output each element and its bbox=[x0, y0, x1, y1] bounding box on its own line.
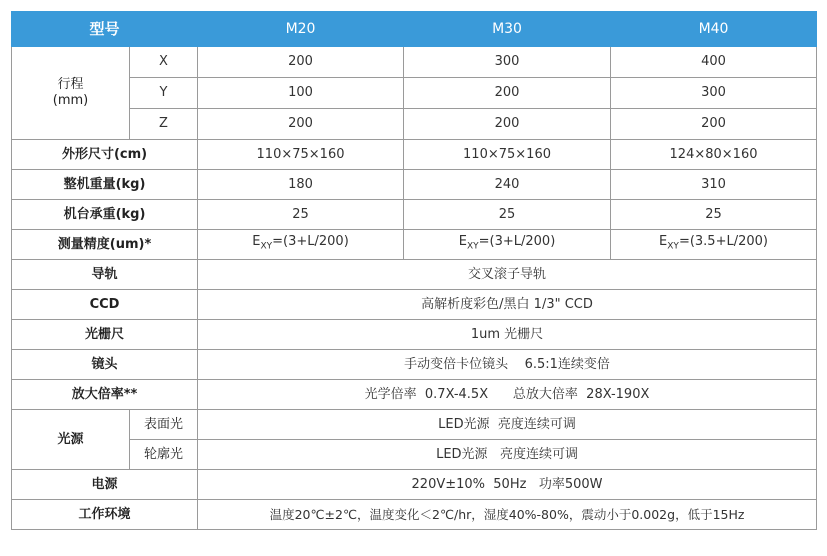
load-m30: 25 bbox=[404, 200, 611, 230]
travel-y-m30: 200 bbox=[404, 78, 611, 109]
weight-m30: 240 bbox=[404, 170, 611, 200]
travel-z-m40: 200 bbox=[611, 109, 817, 140]
magnification-label: 放大倍率** bbox=[12, 380, 198, 410]
header-row bbox=[12, 12, 817, 47]
light-contour-value: LED光源 亮度连续可调 bbox=[198, 440, 817, 470]
ccd-label: CCD bbox=[12, 290, 198, 320]
model-header-m20: M20 bbox=[198, 12, 404, 47]
model-header-m30: M30 bbox=[404, 12, 611, 47]
travel-axis-y: Y bbox=[130, 78, 198, 109]
accuracy-symbol: E bbox=[252, 234, 261, 250]
accuracy-m40 bbox=[611, 230, 817, 260]
light-contour-row bbox=[12, 440, 817, 470]
accuracy-m30 bbox=[404, 230, 611, 260]
environment-row bbox=[12, 500, 817, 530]
rail-value: 交叉滚子导轨 bbox=[198, 260, 817, 290]
load-m20: 25 bbox=[198, 200, 404, 230]
light-surface-label: 表面光 bbox=[130, 410, 198, 440]
weight-label: 整机重量(kg) bbox=[12, 170, 198, 200]
dimensions-m20: 110×75×160 bbox=[198, 140, 404, 170]
dimensions-label: 外形尺寸(cm) bbox=[12, 140, 198, 170]
accuracy-subscript: XY bbox=[260, 241, 273, 252]
weight-row bbox=[12, 170, 817, 200]
travel-label-title: 行程 bbox=[57, 77, 84, 92]
accuracy-row bbox=[12, 230, 817, 260]
light-source-label: 光源 bbox=[12, 410, 130, 470]
accuracy-symbol: E bbox=[458, 234, 467, 250]
travel-z-m30: 200 bbox=[404, 109, 611, 140]
lens-row bbox=[12, 350, 817, 380]
lens-label: 镜头 bbox=[12, 350, 198, 380]
accuracy-m20 bbox=[198, 230, 404, 260]
travel-x-m40: 400 bbox=[611, 47, 817, 78]
travel-label bbox=[12, 47, 130, 140]
accuracy-label: 测量精度(um)* bbox=[12, 230, 198, 260]
spec-table bbox=[11, 11, 817, 530]
grating-value: 1um 光栅尺 bbox=[198, 320, 817, 350]
travel-x-m20: 200 bbox=[198, 47, 404, 78]
grating-row bbox=[12, 320, 817, 350]
lens-value: 手动变倍卡位镜头 6.5:1连续变倍 bbox=[198, 350, 817, 380]
weight-m40: 310 bbox=[611, 170, 817, 200]
environment-label: 工作环境 bbox=[12, 500, 198, 530]
travel-x-m30: 300 bbox=[404, 47, 611, 78]
ccd-value: 高解析度彩色/黑白 1/3" CCD bbox=[198, 290, 817, 320]
dimensions-row bbox=[12, 140, 817, 170]
model-header-m40: M40 bbox=[611, 12, 817, 47]
light-surface-value: LED光源 亮度连续可调 bbox=[198, 410, 817, 440]
travel-row-z bbox=[12, 109, 817, 140]
travel-axis-z: Z bbox=[130, 109, 198, 140]
magnification-row bbox=[12, 380, 817, 410]
magnification-value: 光学倍率 0.7X-4.5X 总放大倍率 28X-190X bbox=[198, 380, 817, 410]
light-contour-label: 轮廓光 bbox=[130, 440, 198, 470]
travel-label-unit: (mm) bbox=[52, 93, 89, 108]
weight-m20: 180 bbox=[198, 170, 404, 200]
rail-label: 导轨 bbox=[12, 260, 198, 290]
accuracy-subscript: XY bbox=[466, 241, 479, 252]
travel-row-y bbox=[12, 78, 817, 109]
grating-label: 光栅尺 bbox=[12, 320, 198, 350]
rail-row bbox=[12, 260, 817, 290]
load-m40: 25 bbox=[611, 200, 817, 230]
load-label: 机台承重(kg) bbox=[12, 200, 198, 230]
power-row bbox=[12, 470, 817, 500]
accuracy-subscript: XY bbox=[667, 241, 679, 252]
ccd-row bbox=[12, 290, 817, 320]
accuracy-symbol: E bbox=[659, 234, 668, 250]
light-surface-row bbox=[12, 410, 817, 440]
power-value: 220V±10% 50Hz 功率500W bbox=[198, 470, 817, 500]
travel-y-m40: 300 bbox=[611, 78, 817, 109]
dimensions-m40: 124×80×160 bbox=[611, 140, 817, 170]
travel-z-m20: 200 bbox=[198, 109, 404, 140]
accuracy-value: =(3+L/200) bbox=[272, 234, 349, 250]
load-row bbox=[12, 200, 817, 230]
travel-axis-x: X bbox=[130, 47, 198, 78]
accuracy-value: =(3+L/200) bbox=[478, 234, 556, 250]
travel-y-m20: 100 bbox=[198, 78, 404, 109]
travel-row-x bbox=[12, 47, 817, 78]
environment-value: 温度20℃±2℃，温度变化＜2℃/hr，湿度40%-80%，震动小于0.002g，低于15Hz bbox=[198, 500, 817, 530]
accuracy-value: =(3.5+L/200) bbox=[678, 234, 768, 250]
power-label: 电源 bbox=[12, 470, 198, 500]
dimensions-m30: 110×75×160 bbox=[404, 140, 611, 170]
model-header-label: 型号 bbox=[12, 12, 198, 47]
